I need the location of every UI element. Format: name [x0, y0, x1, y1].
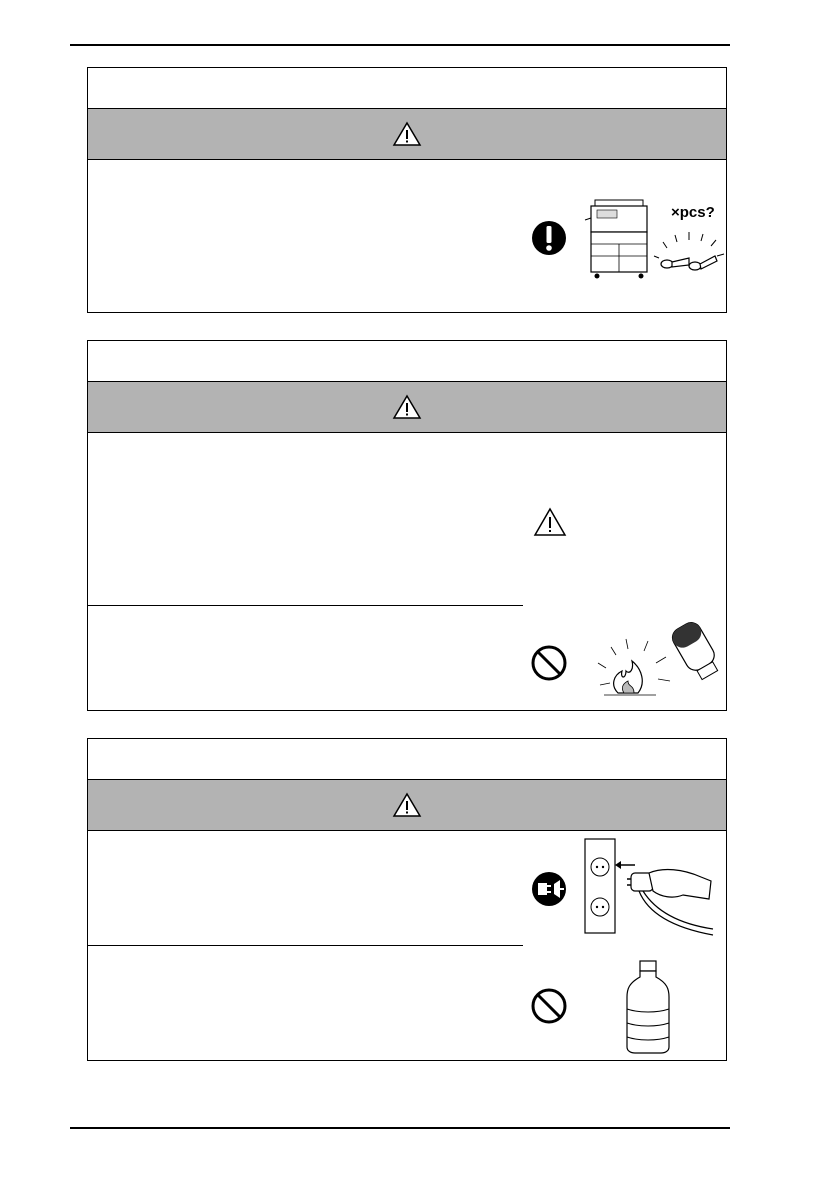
safety-box-2 — [87, 340, 727, 711]
prohibition-icon — [530, 987, 568, 1025]
warning-band — [88, 109, 726, 160]
header-rule — [70, 44, 730, 46]
box-title — [88, 68, 726, 109]
safety-box-1 — [87, 67, 727, 313]
safety-box-3 — [87, 738, 727, 1061]
warning-band — [88, 382, 726, 433]
unplug-icon — [530, 870, 568, 908]
warning-band — [88, 780, 726, 831]
prohibition-icon — [530, 644, 568, 682]
warning-triangle-icon — [392, 792, 422, 818]
row-separator — [88, 605, 523, 606]
box-title — [88, 739, 726, 780]
outlet-plug-illustration — [583, 837, 718, 937]
warning-triangle-icon — [392, 121, 422, 147]
row-separator — [88, 945, 523, 946]
footer-rule — [70, 1127, 730, 1129]
warning-triangle-icon — [392, 394, 422, 420]
exclamation-circle-icon — [530, 219, 568, 257]
caution-triangle-icon — [533, 507, 567, 537]
copier-illustration — [583, 192, 653, 280]
parts-count-label: ×pcs? — [671, 204, 715, 221]
toner-fire-illustration — [596, 613, 726, 703]
box-title — [88, 341, 726, 382]
screws-illustration — [653, 228, 728, 283]
bottle-illustration — [623, 959, 673, 1055]
